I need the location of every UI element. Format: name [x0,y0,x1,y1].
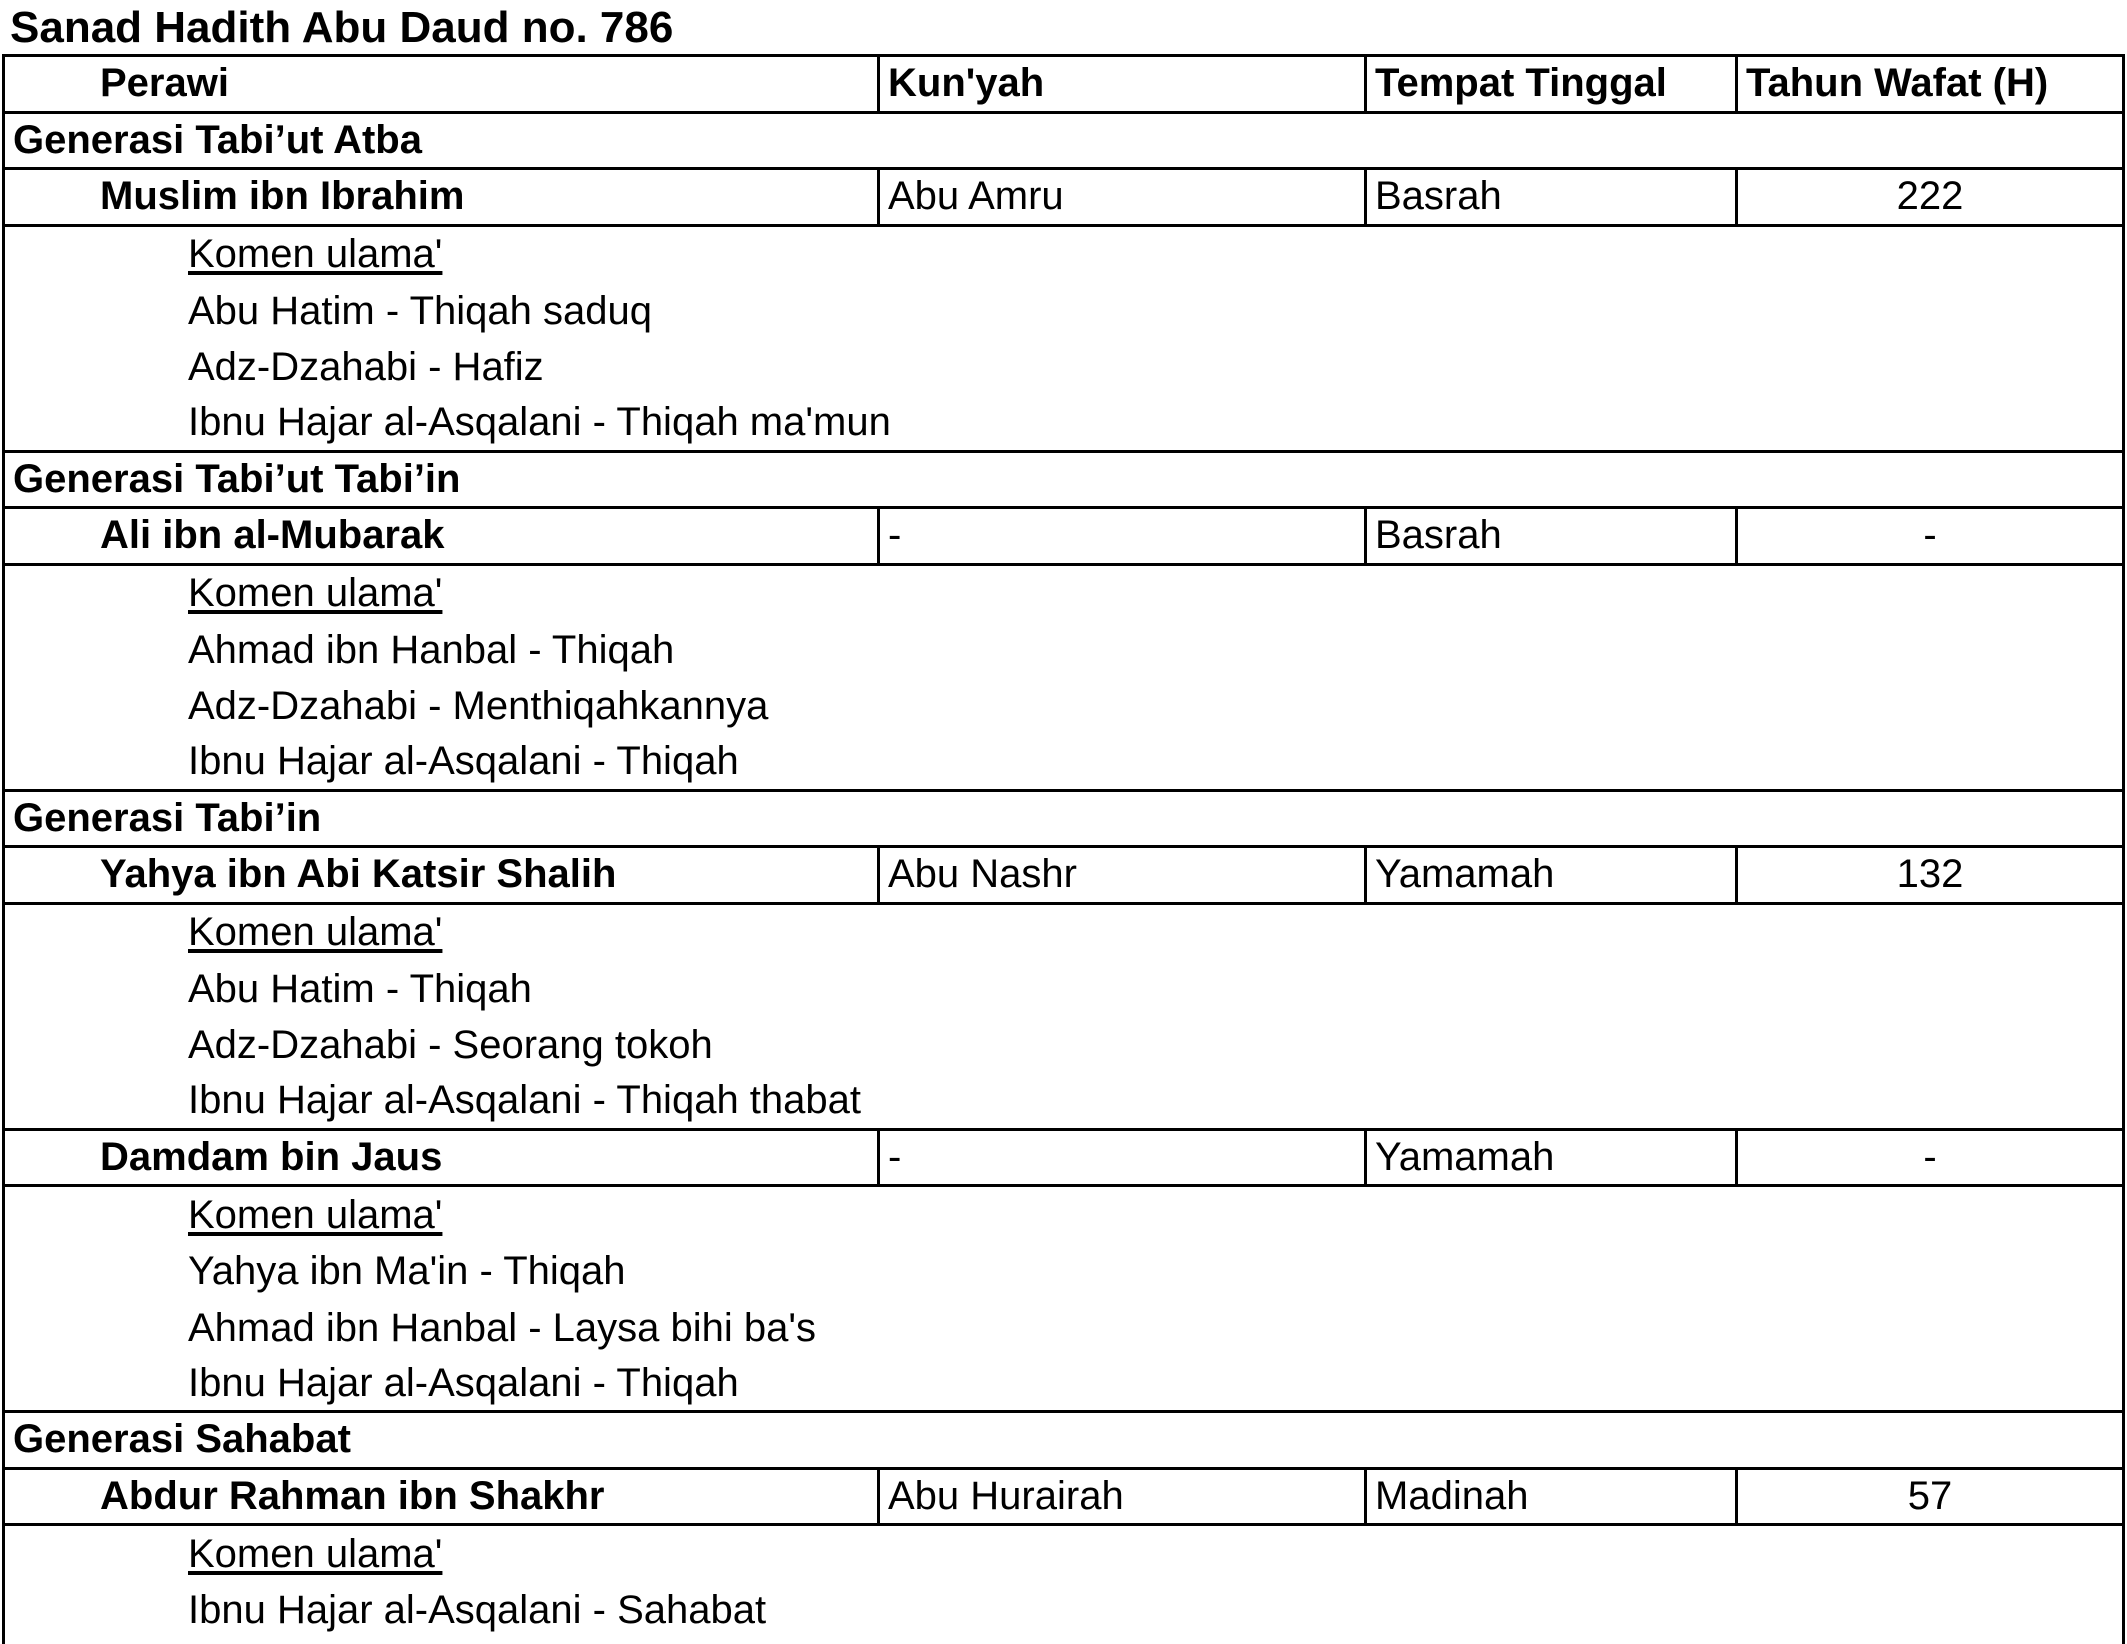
narrator-residence: Madinah [1364,1470,1735,1524]
narrator-row [5,1470,2122,1527]
comments-heading [5,905,2122,962]
comments-heading [5,566,2122,623]
comments-heading-label: Komen ulama' [188,1192,443,1237]
comments-heading-label: Komen ulama' [188,1531,443,1576]
sanad-table [2,54,2125,1644]
narrator-row [5,509,2122,566]
scholar-comment: Ibnu Hajar al-Asqalani - Thiqah [5,735,2122,792]
comments-block [5,1526,2122,1639]
narrator-kunyah: - [877,1131,1364,1185]
generation-row: Generasi Sahabat [5,1413,2122,1470]
scholar-comment: Abu Hatim - Thiqah [188,966,532,1011]
narrator-kunyah: Abu Hurairah [877,1470,1364,1524]
page-title: Sanad Hadith Abu Daud no. 786 [10,3,674,52]
comments-block [5,905,2122,1131]
narrator-kunyah: - [877,509,1364,563]
scholar-comment: Ahmad ibn Hanbal - Thiqah [188,627,675,672]
comments-block [5,566,2122,792]
narrator-kunyah: Abu Nashr [877,848,1364,902]
generation-row: Generasi Tabi’in [5,792,2122,849]
narrator-death-year: 222 [1735,170,2122,224]
narrator-name: Ali ibn al-Mubarak [100,513,445,558]
scholar-comment: Adz-Dzahabi - Seorang tokoh [188,1023,713,1068]
narrator-name: Damdam bin Jaus [100,1134,443,1179]
scholar-comment: Ibnu Hajar al-Asqalani - Thiqah thabat [5,1074,2122,1131]
generation-row: Generasi Tabi’ut Tabi’in [5,453,2122,510]
narrator-row [5,170,2122,227]
narrator-death-year: - [1735,1131,2122,1185]
comments-heading [5,1526,2122,1583]
column-header-perawi: Perawi [100,61,229,106]
column-header-kunyah: Kun'yah [877,57,1364,111]
scholar-comment: Yahya ibn Ma'in - Thiqah [188,1249,626,1294]
narrator-residence: Yamamah [1364,1131,1735,1185]
comments-heading [5,1187,2122,1244]
narrator-kunyah: Abu Amru [877,170,1364,224]
narrator-residence: Basrah [1364,509,1735,563]
column-header-tempat-tinggal: Tempat Tinggal [1364,57,1735,111]
narrator-death-year: 57 [1735,1470,2122,1524]
comments-block [5,227,2122,453]
table-header-row [5,57,2122,114]
comments-heading [5,227,2122,284]
comments-heading-label: Komen ulama' [188,910,443,955]
scholar-comment: Adz-Dzahabi - Hafiz [188,345,544,390]
narrator-name: Yahya ibn Abi Katsir Shalih [100,852,617,897]
scholar-comment: Ibnu Hajar al-Asqalani - Thiqah ma'mun [5,396,2122,453]
narrator-death-year: 132 [1735,848,2122,902]
comments-heading-label: Komen ulama' [188,232,443,277]
scholar-comment: Adz-Dzahabi - Menthiqahkannya [188,684,769,729]
scholar-comment: Ibnu Hajar al-Asqalani - Thiqah [5,1357,2122,1414]
narrator-residence: Yamamah [1364,848,1735,902]
table-body [5,114,2122,1640]
scholar-comment: Ibnu Hajar al-Asqalani - Sahabat [188,1588,767,1633]
scholar-comment: Abu Hatim - Thiqah saduq [188,288,652,333]
comments-heading-label: Komen ulama' [188,571,443,616]
scholar-comment: Ahmad ibn Hanbal - Laysa bihi ba's [188,1305,817,1350]
comments-block [5,1187,2122,1413]
column-header-tahun-wafat: Tahun Wafat (H) [1735,57,2122,111]
narrator-row [5,848,2122,905]
narrator-name: Abdur Rahman ibn Shakhr [100,1473,605,1518]
narrator-row [5,1131,2122,1188]
narrator-name: Muslim ibn Ibrahim [100,174,465,219]
narrator-residence: Basrah [1364,170,1735,224]
generation-row: Generasi Tabi’ut Atba [5,114,2122,171]
narrator-death-year: - [1735,509,2122,563]
